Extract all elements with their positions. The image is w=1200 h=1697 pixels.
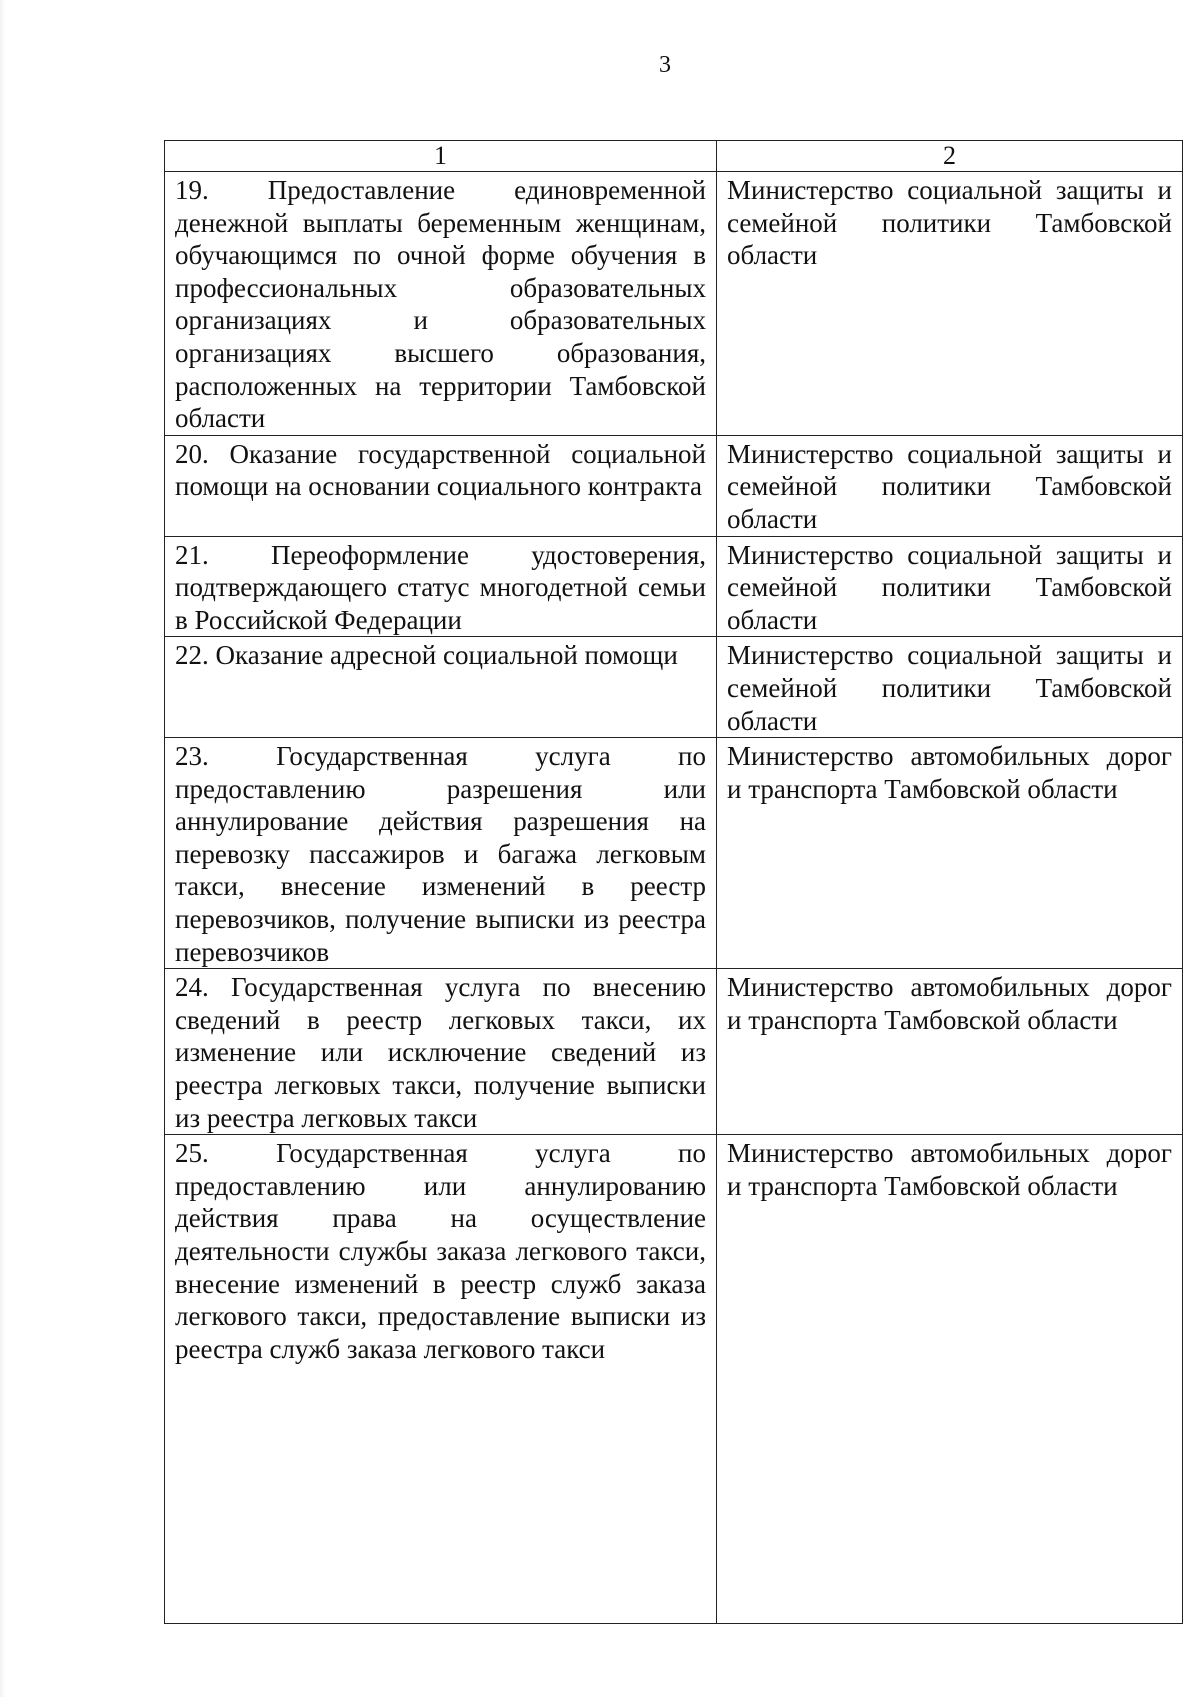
column-header-1: 1	[165, 141, 717, 172]
service-cell: 19. Предоставление единовременной денежной выплаты беременным женщинам, обучающимся по очной форме обучения в профессиональных образовательных организациях и образовательных организациях высшего образования, расположенных на территории Тамбовской области	[165, 172, 717, 436]
service-cell: 21. Переоформление удостоверения, подтверждающего статус многодетной семьи в Российской Федерации	[165, 536, 717, 637]
table-row	[165, 969, 1183, 1135]
table-row	[165, 1135, 1183, 1624]
service-cell: 22. Оказание адресной социальной помощи	[165, 637, 717, 738]
ministry-cell: Министерство социальной защиты и семейной политики Тамбовской области	[717, 172, 1183, 436]
ministry-cell: Министерство автомобильных дорог и транспорта Тамбовской области	[717, 738, 1183, 969]
table-row	[165, 738, 1183, 969]
ministry-cell: Министерство автомобильных дорог и транспорта Тамбовской области	[717, 1135, 1183, 1624]
table-row	[165, 637, 1183, 738]
service-cell: 20. Оказание государственной социальной помощи на основании социального контракта	[165, 435, 717, 536]
table-header-row	[165, 141, 1183, 172]
ministry-cell: Министерство автомобильных дорог и транспорта Тамбовской области	[717, 969, 1183, 1135]
service-cell: 24. Государственная услуга по внесению сведений в реестр легковых такси, их изменение или исключение сведений из реестра легковых такси, получение выписки из реестра легковых такси	[165, 969, 717, 1135]
ministry-cell: Министерство социальной защиты и семейной политики Тамбовской области	[717, 435, 1183, 536]
column-header-2: 2	[717, 141, 1183, 172]
table-row	[165, 172, 1183, 436]
service-cell: 25. Государственная услуга по предоставлению или аннулированию действия права на осуществление деятельности службы заказа легкового такси, внесение изменений в реестр служб заказа легкового такси, предоставление выписки из реестра служб заказа легкового такси	[165, 1135, 717, 1624]
service-cell: 23. Государственная услуга по предоставлению разрешения или аннулирование действия разрешения на перевозку пассажиров и багажа легковым такси, внесение изменений в реестр перевозчиков, получение выписки из реестра перевозчиков	[165, 738, 717, 969]
scan-edge	[0, 0, 6, 1697]
ministry-cell: Министерство социальной защиты и семейной политики Тамбовской области	[717, 637, 1183, 738]
table-row	[165, 435, 1183, 536]
services-table	[164, 140, 1183, 1624]
page-number: 3	[659, 52, 671, 78]
ministry-cell: Министерство социальной защиты и семейной политики Тамбовской области	[717, 536, 1183, 637]
table-row	[165, 536, 1183, 637]
